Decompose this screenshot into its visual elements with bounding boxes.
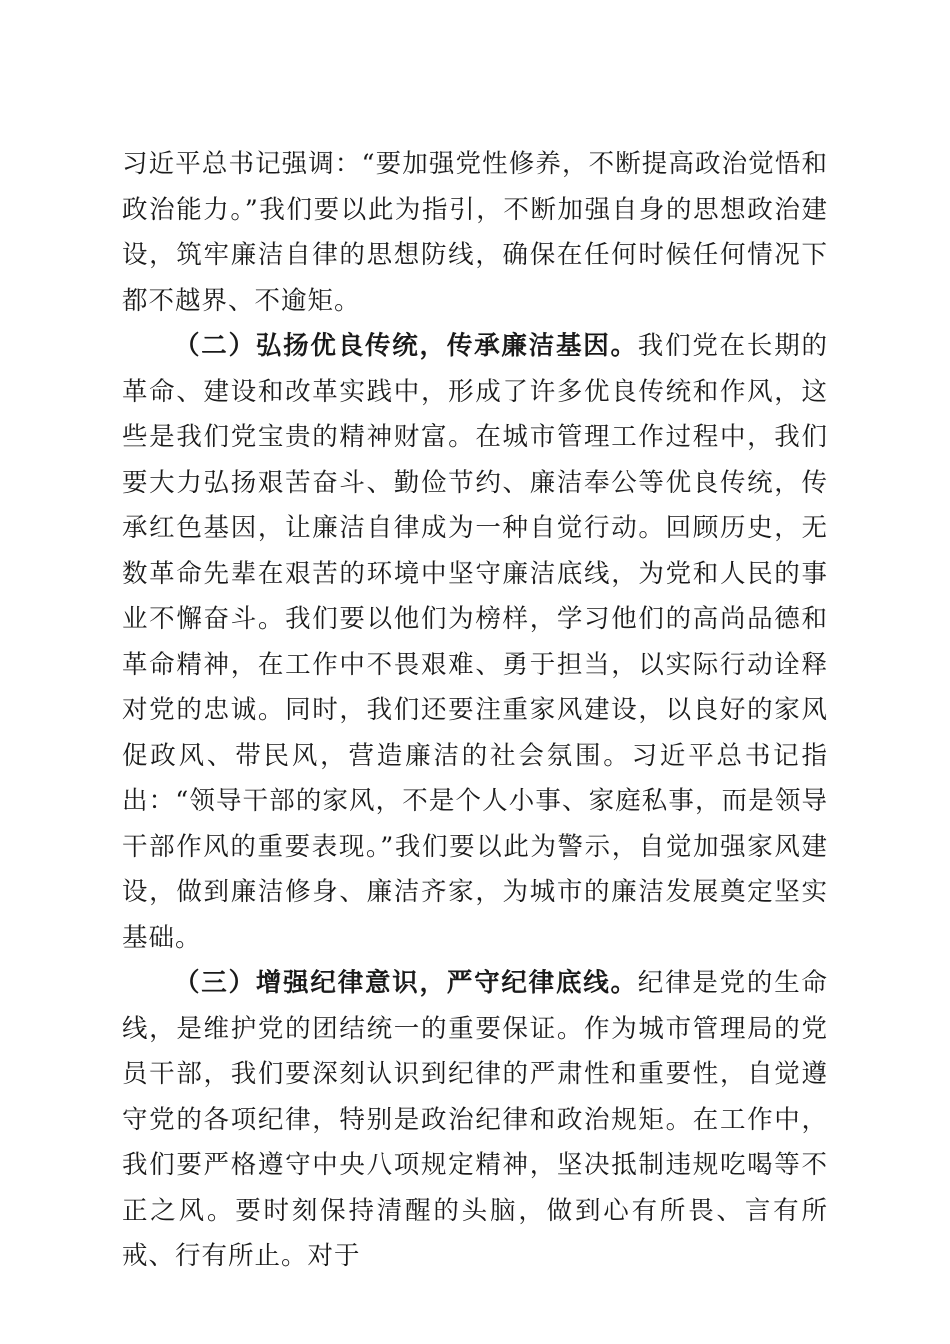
paragraph-3 [122,961,828,1280]
paragraph-1-body: 习近平总书记强调：“要加强党性修养，不断提高政治觉悟和政治能力。”我们要以此为指引，不断加强自身的思想政治建设，筑牢廉洁自律的思想防线，确保在任何时候任何情况下都不越界、不逾矩。 [122,149,828,316]
paragraph-2-heading: （二）弘扬优良传统，传承廉洁基因。 [174,331,638,361]
document-body [122,142,828,1280]
paragraph-2 [122,324,828,961]
paragraph-2-body: 我们党在长期的革命、建设和改革实践中，形成了许多优良传统和作风，这些是我们党宝贵的精神财富。在城市管理工作过程中，我们要大力弘扬艰苦奋斗、勤俭节约、廉洁奉公等优良传统，传承红色基因，让廉洁自律成为一种自觉行动。回顾历史，无数革命先辈在艰苦的环境中坚守廉洁底线，为党和人民的事业不懈奋斗。我们要以他们为榜样，学习他们的高尚品德和革命精神，在工作中不畏艰难、勇于担当，以实际行动诠释对党的忠诚。同时，我们还要注重家风建设，以良好的家风促政风、带民风，营造廉洁的社会氛围。习近平总书记指出：“领导干部的家风，不是个人小事、家庭私事，而是领导干部作风的重要表现。”我们要以此为警示，自觉加强家风建设，做到廉洁修身、廉洁齐家，为城市的廉洁发展奠定坚实基础。 [122,331,828,953]
paragraph-3-body: 纪律是党的生命线，是维护党的团结统一的重要保证。作为城市管理局的党员干部，我们要深刻认识到纪律的严肃性和重要性，自觉遵守党的各项纪律，特别是政治纪律和政治规矩。在工作中，我们要严格遵守中央八项规定精神，坚决抵制违规吃喝等不正之风。要时刻保持清醒的头脑，做到心有所畏、言有所戒、行有所止。对于 [122,968,828,1271]
paragraph-3-heading: （三）增强纪律意识，严守纪律底线。 [174,968,638,998]
paragraph-1 [122,142,828,324]
